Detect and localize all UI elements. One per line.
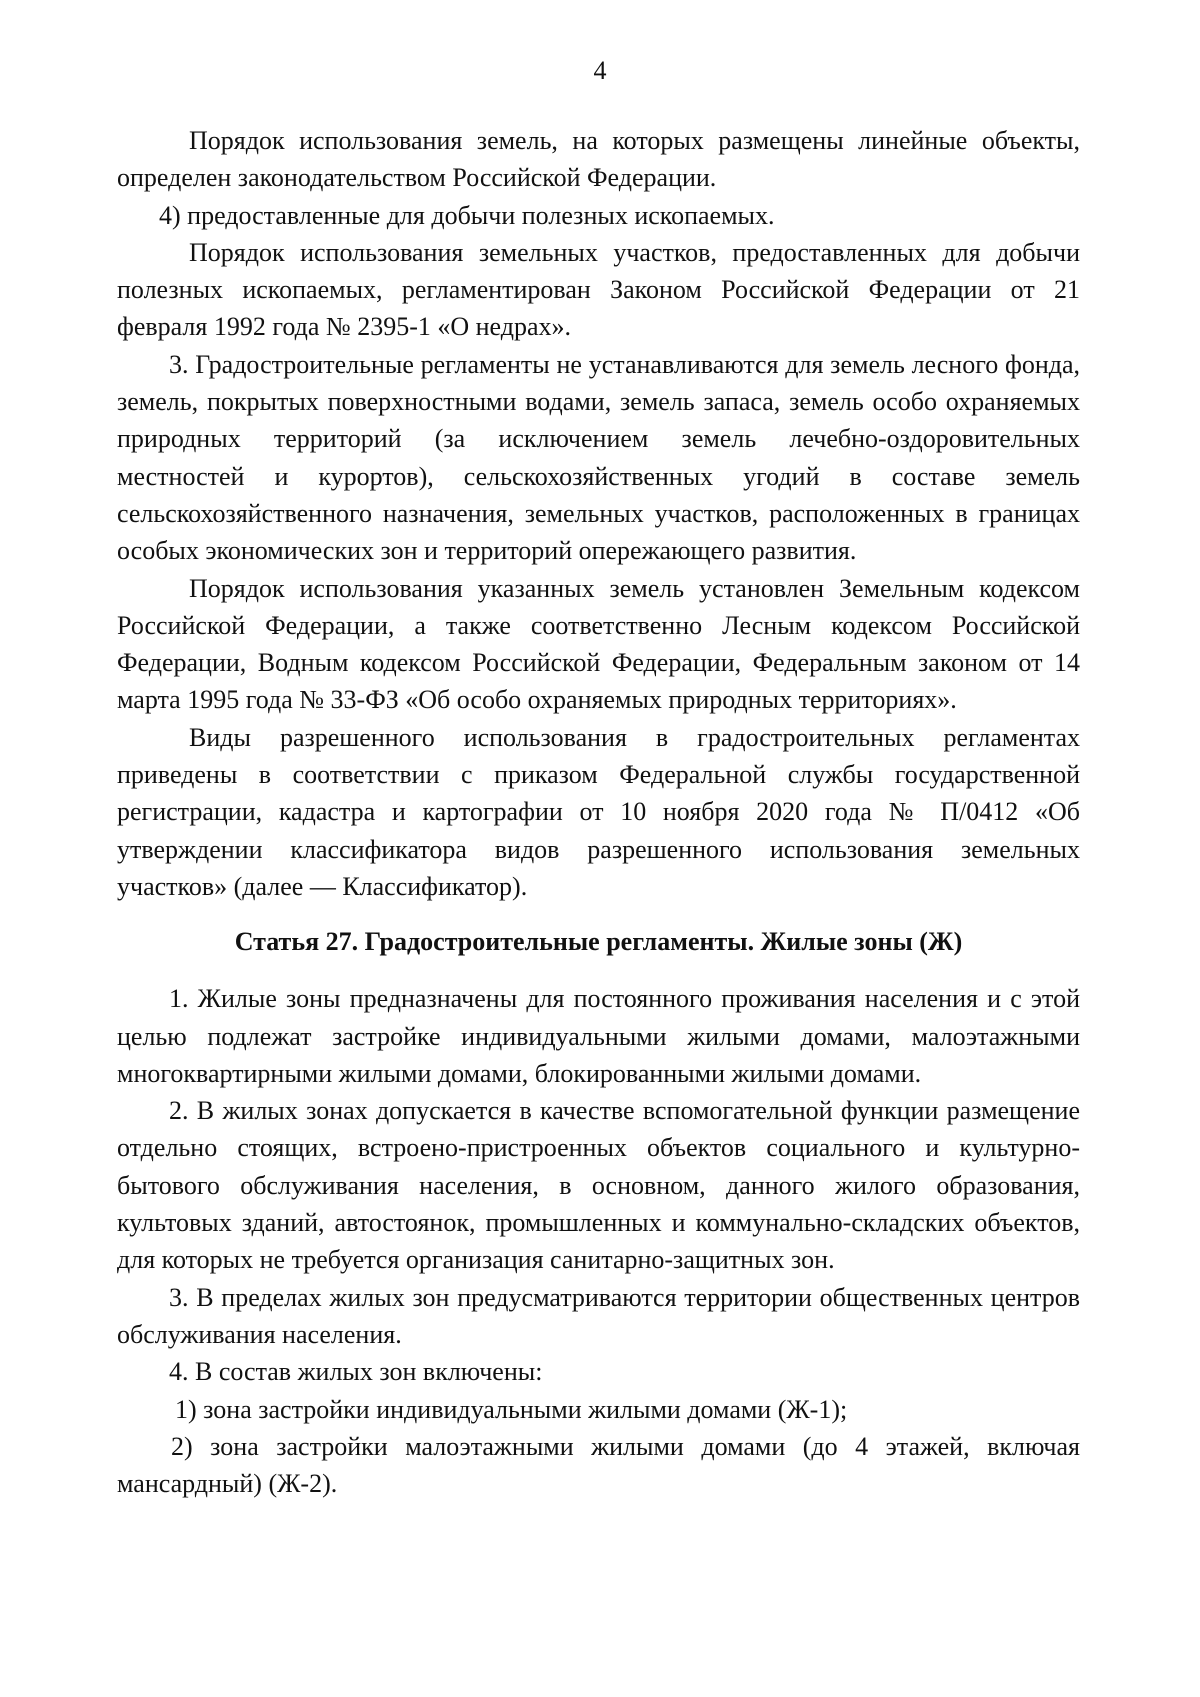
paragraph-permitted-use: Виды разрешенного использования в градостроительных регламентах приведены в соответствии с приказом Федеральной службы государственной регистрации, кадастра и картографии от 10 ноября 2020 года № П/0412 «Об утверждении классификатора видов разрешенного использования земельных участков» (далее — Классификатор). [117,722,1080,901]
paragraph-residential-zones-1: 1. Жилые зоны предназначены для постоянного проживания населения и с этой целью подлежат застройке индивидуальными жилыми домами, малоэтажными многоквартирными жилыми домами, блокированными жилыми домами. [117,984,1080,1088]
document-body [117,122,1080,1502]
paragraph-residential-zones-2: 2. В жилых зонах допускается в качестве вспомогательной функции размещение отдельно стоящих, встроено-пристроенных объектов социального и культурно-бытового обслуживания населения, в основном, данного жилого образования, культовых зданий, автостоянок, промышленных и коммунально-складских объектов, для которых не требуется организация санитарно-защитных зон. [117,1096,1080,1275]
paragraph-mining-procedure: Порядок использования земельных участков, предоставленных для добычи полезных ископаемых, регламентирован Законом Российской Федерации от 21 февраля 1992 года № 2395-1 «О недрах». [117,237,1080,342]
list-item-zone-zh-2: 2) зона застройки малоэтажными жилыми домами (до 4 этажей, включая мансардный) (Ж-2). [117,1431,1080,1499]
paragraph-residential-zones-4: 4. В состав жилых зон включены: [169,1357,543,1387]
paragraph-land-procedure: Порядок использования указанных земель установлен Земельным кодексом Российской Федерации, а также соответственно Лесным кодексом Российской Федерации, Водным кодексом Российской Федерации, Федеральным законом от 14 марта 1995 года № 33-ФЗ «Об особо охраняемых природных территориях». [117,573,1080,715]
page-number: 4 [593,56,607,85]
article-heading: Статья 27. Градостроительные регламенты. Жилые зоны (Ж) [234,927,963,957]
paragraph-item-3-exclusions: 3. Градостроительные регламенты не устанавливаются для земель лесного фонда, земель, покрытых поверхностными водами, земель запаса, земель особо охраняемых природных территорий (за исключением земель лечебно-оздоровительных местностей и курортов), сельскохозяйственных угодий в составе земель сельскохозяйственного назначения, земельных участков, расположенных в границах особых экономических зон и территорий опережающего развития. [117,349,1080,566]
list-item-zone-zh-1: 1) зона застройки индивидуальными жилыми домами (Ж-1); [175,1394,848,1424]
paragraph-residential-zones-3: 3. В пределах жилых зон предусматриваются территории общественных центров обслуживания населения. [117,1282,1080,1349]
paragraph-linear-objects: Порядок использования земель, на которых размещены линейные объекты, определен законодательством Российской Федерации. [117,126,1080,193]
paragraph-item-4-mining: 4) предоставленные для добычи полезных ископаемых. [159,200,775,230]
